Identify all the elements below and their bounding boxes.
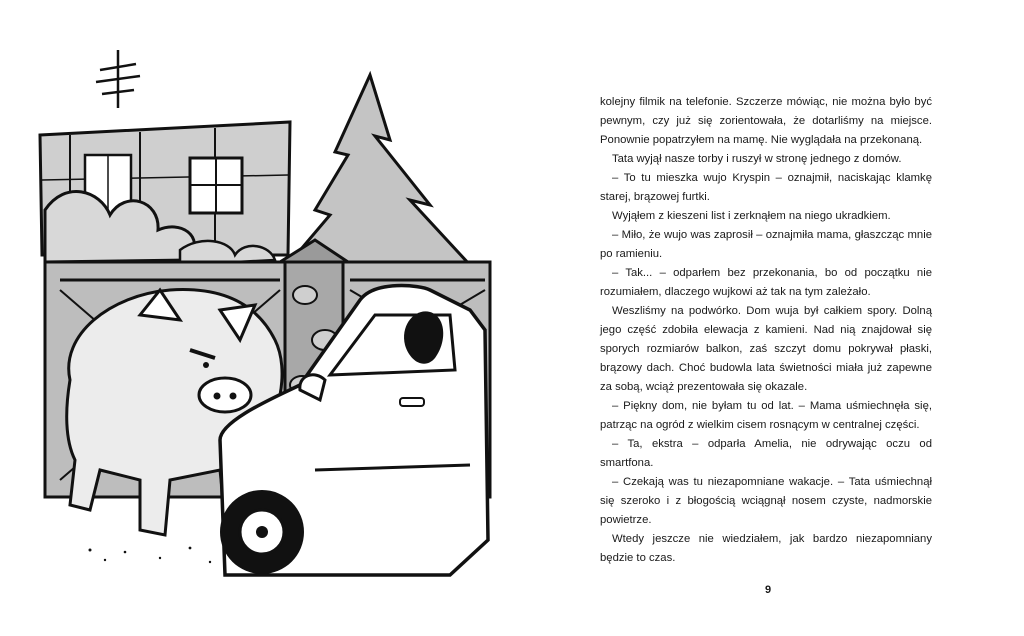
paragraph: – Ta, ekstra – odparła Amelia, nie odrywając oczu od smartfona. — [600, 438, 932, 469]
paragraph: – Piękny dom, nie byłam tu od lat. – Mama uśmiechnęła się, patrząc na ogród z wielkim cisem rosnącym w centralnej części. — [600, 400, 932, 431]
body-text — [600, 93, 932, 568]
paragraph: Wtedy jeszcze nie wiedziałem, jak bardzo niezapomniany będzie to czas. — [600, 533, 932, 564]
paragraph: kolejny filmik na telefonie. Szczerze mówiąc, nie można było być pewnym, czy już się zorientowała, że dotarliśmy na miejsce. Ponownie popatrzyłem na mamę. Nie wyglądała na przekonaną. — [600, 96, 932, 146]
illustration — [30, 40, 500, 580]
paragraph: Tata wyjął nasze torby i ruszył w stronę jednego z domów. — [612, 153, 902, 165]
paragraph: – To tu mieszka wujo Kryspin – oznajmił, naciskając klamkę starej, brązowej furtki. — [600, 172, 932, 203]
paragraph: – Tak... – odparłem bez przekonania, bo od początku nie rozumiałem, dlaczego wujkowi aż tak na tym zależało. — [600, 267, 932, 298]
paragraph: Wyjąłem z kieszeni list i zerknąłem na niego ukradkiem. — [612, 210, 891, 222]
paragraph: – Miło, że wujo was zaprosił – oznajmiła mama, głaszcząc mnie po ramieniu. — [600, 229, 932, 260]
ground-dots — [89, 547, 212, 564]
paragraph: – Czekają was tu niezapomniane wakacje. – Tata uśmiechnął się szeroko i z błogością wciągnął nosem czyste, nadmorskie powietrze. — [600, 476, 932, 526]
paragraph: Weszliśmy na podwórko. Dom wuja był całkiem spory. Dolną jego część zdobiła elewacja z kamieni. Nad nią znajdował się sporych rozmiarów balkon, zaś szczyt domu pokrywał płaski, brązowy dach. Choć budowla lata świetności miała już zapewne za sobą, wciąż prezentowała się okazale. — [600, 305, 932, 393]
page-number: 9 — [764, 584, 772, 596]
antenna-drawing — [96, 50, 140, 108]
